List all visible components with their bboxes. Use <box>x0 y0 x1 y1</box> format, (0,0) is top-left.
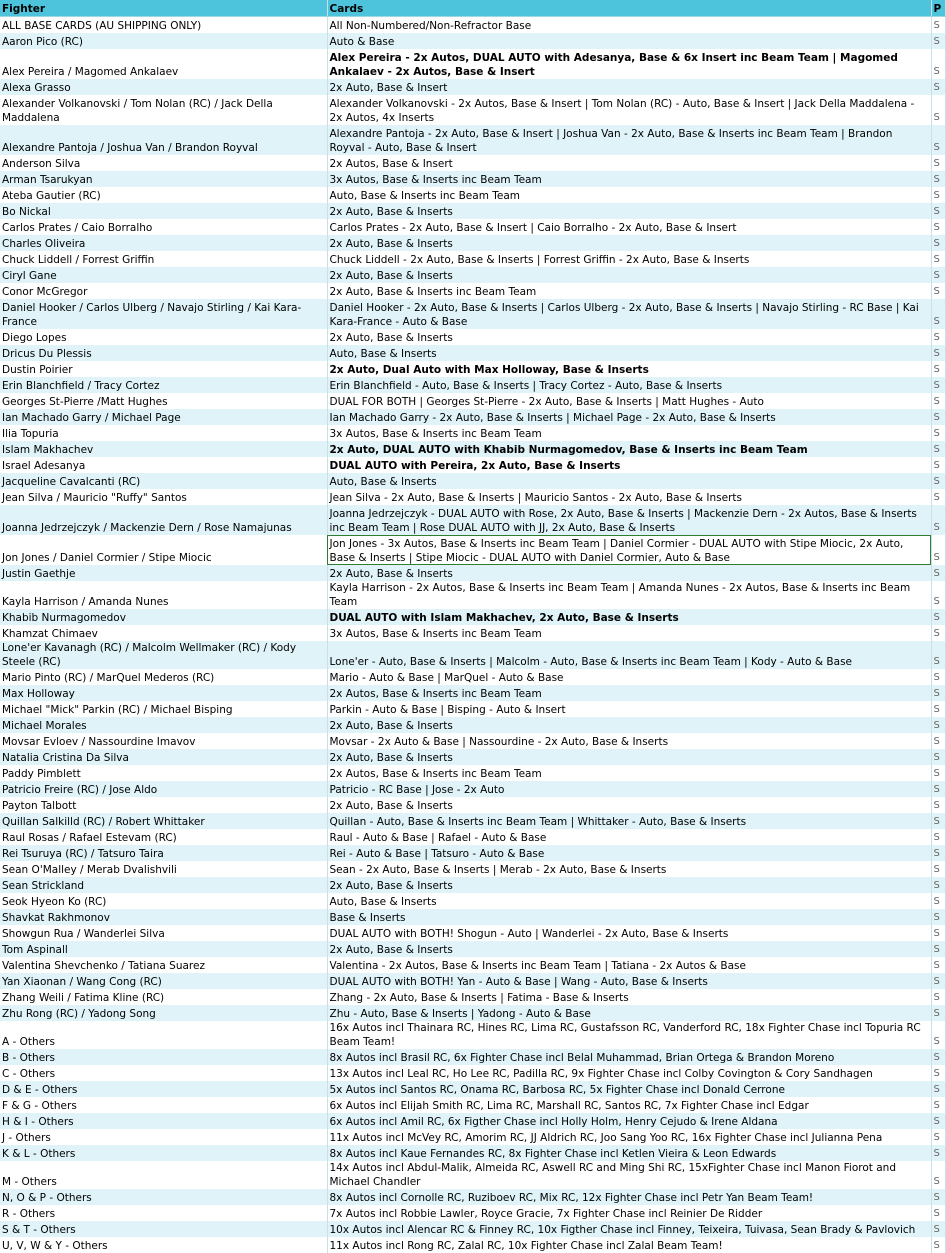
cell-cards[interactable]: Patricio - RC Base | Jose - 2x Auto <box>327 781 931 797</box>
cell-fighter[interactable]: Georges St-Pierre /Matt Hughes <box>0 393 327 409</box>
cell-extra[interactable]: S <box>931 1189 945 1205</box>
cell-cards[interactable]: DUAL AUTO with BOTH! Yan - Auto & Base | Wang - Auto, Base & Inserts <box>327 973 931 989</box>
cell-extra[interactable]: S <box>931 457 945 473</box>
table-row <box>0 1097 945 1113</box>
cell-fighter[interactable]: Ilia Topuria <box>0 425 327 441</box>
cell-cards[interactable]: 7x Autos incl Robbie Lawler, Royce Gracie, 7x Fighter Chase incl Reinier De Ridder <box>327 1205 931 1221</box>
cell-extra[interactable]: S <box>931 1021 945 1049</box>
cell-fighter[interactable]: Carlos Prates / Caio Borralho <box>0 219 327 235</box>
cell-fighter[interactable]: Movsar Evloev / Nassourdine Imavov <box>0 733 327 749</box>
cell-cards[interactable]: 2x Auto, Base & Inserts <box>327 717 931 733</box>
cell-cards[interactable]: 2x Auto, Base & Inserts <box>327 877 931 893</box>
cell-extra[interactable]: S <box>931 893 945 909</box>
cell-extra[interactable]: S <box>931 701 945 717</box>
cell-fighter[interactable]: Bo Nickal <box>0 203 327 219</box>
cell-extra[interactable]: S <box>931 79 945 95</box>
cell-fighter[interactable]: Patricio Freire (RC) / Jose Aldo <box>0 781 327 797</box>
cell-cards[interactable]: 2x Auto, Base & Inserts <box>327 329 931 345</box>
cell-fighter[interactable]: Lone'er Kavanagh (RC) / Malcolm Wellmaker (RC) / Kody Steele (RC) <box>0 641 327 669</box>
cell-fighter[interactable]: Payton Talbott <box>0 797 327 813</box>
cell-fighter[interactable]: Kayla Harrison / Amanda Nunes <box>0 581 327 609</box>
cell-fighter[interactable]: Jean Silva / Mauricio "Ruffy" Santos <box>0 489 327 505</box>
cell-cards[interactable]: 2x Auto, Base & Inserts <box>327 565 931 581</box>
cell-cards[interactable]: Base & Inserts <box>327 909 931 925</box>
cell-cards[interactable]: Joanna Jedrzejczyk - DUAL AUTO with Rose, 2x Auto, Base & Inserts | Mackenzie Dern - 2x Autos, Base & Inserts inc Beam Team | Rose DUAL AUTO with JJ, 2x Auto, Base & Inserts <box>327 505 931 535</box>
cell-cards[interactable]: 2x Auto, Base & Inserts <box>327 267 931 283</box>
cell-fighter[interactable]: N, O & P - Others <box>0 1189 327 1205</box>
table-row <box>0 393 945 409</box>
cell-extra[interactable]: S <box>931 473 945 489</box>
table-row <box>0 125 945 155</box>
table-row <box>0 1129 945 1145</box>
cell-cards[interactable]: 11x Autos incl McVey RC, Amorim RC, JJ Aldrich RC, Joo Sang Yoo RC, 16x Fighter Chase incl Julianna Pena <box>327 1129 931 1145</box>
cell-cards[interactable]: 14x Autos incl Abdul-Malik, Almeida RC, Aswell RC and Ming Shi RC, 15xFighter Chase incl Manon Fiorot and Michael Chandler <box>327 1161 931 1189</box>
cell-fighter[interactable]: C - Others <box>0 1065 327 1081</box>
cell-cards[interactable]: Movsar - 2x Auto & Base | Nassourdine - 2x Auto, Base & Inserts <box>327 733 931 749</box>
cell-cards[interactable]: Rei - Auto & Base | Tatsuro - Auto & Base <box>327 845 931 861</box>
cell-extra[interactable]: S <box>931 155 945 171</box>
cell-extra[interactable]: S <box>931 581 945 609</box>
cell-fighter[interactable]: Showgun Rua / Wanderlei Silva <box>0 925 327 941</box>
cell-cards[interactable]: 13x Autos incl Leal RC, Ho Lee RC, Padilla RC, 9x Fighter Chase incl Colby Covington & Cory Sandhagen <box>327 1065 931 1081</box>
cell-extra[interactable]: S <box>931 829 945 845</box>
cell-cards[interactable]: 2x Auto, Base & Inserts inc Beam Team <box>327 283 931 299</box>
cell-extra[interactable]: S <box>931 609 945 625</box>
cell-extra[interactable]: S <box>931 1081 945 1097</box>
cell-fighter[interactable]: Ian Machado Garry / Michael Page <box>0 409 327 425</box>
cell-extra[interactable]: S <box>931 283 945 299</box>
cell-cards[interactable]: Auto, Base & Inserts <box>327 345 931 361</box>
cell-cards[interactable]: DUAL AUTO with Islam Makhachev, 2x Auto, Base & Inserts <box>327 609 931 625</box>
cell-extra[interactable]: S <box>931 535 945 565</box>
cell-cards[interactable]: 6x Autos incl Amil RC, 6x Figther Chase incl Holly Holm, Henry Cejudo & Irene Aldana <box>327 1113 931 1129</box>
table-row <box>0 669 945 685</box>
header-row <box>0 0 945 17</box>
cell-extra[interactable]: S <box>931 973 945 989</box>
cell-extra[interactable]: S <box>931 345 945 361</box>
cell-fighter[interactable]: Michael Morales <box>0 717 327 733</box>
cell-extra[interactable]: S <box>931 861 945 877</box>
cell-cards[interactable]: Sean - 2x Auto, Base & Inserts | Merab - 2x Auto, Base & Inserts <box>327 861 931 877</box>
table-row <box>0 219 945 235</box>
cell-fighter[interactable]: Alexander Volkanovski / Tom Nolan (RC) / Jack Della Maddalena <box>0 95 327 125</box>
column-header-fighter[interactable]: Fighter <box>0 0 327 17</box>
cell-cards[interactable]: 2x Auto, Base & Inserts <box>327 797 931 813</box>
cell-cards[interactable]: Lone'er - Auto, Base & Inserts | Malcolm - Auto, Base & Inserts inc Beam Team | Kody - Auto & Base <box>327 641 931 669</box>
cell-cards[interactable]: Alex Pereira - 2x Autos, DUAL AUTO with Adesanya, Base & 6x Insert inc Beam Team | Magomed Ankalaev - 2x Autos, Base & Insert <box>327 49 931 79</box>
table-row <box>0 1005 945 1021</box>
table-row <box>0 345 945 361</box>
table-row <box>0 505 945 535</box>
cell-cards[interactable]: Zhang - 2x Auto, Base & Inserts | Fatima - Base & Inserts <box>327 989 931 1005</box>
cell-cards[interactable]: DUAL AUTO with BOTH! Shogun - Auto | Wanderlei - 2x Auto, Base & Inserts <box>327 925 931 941</box>
cell-fighter[interactable]: Yan Xiaonan / Wang Cong (RC) <box>0 973 327 989</box>
cell-cards[interactable]: Erin Blanchfield - Auto, Base & Inserts | Tracy Cortez - Auto, Base & Inserts <box>327 377 931 393</box>
cell-extra[interactable]: S <box>931 1065 945 1081</box>
table-row <box>0 283 945 299</box>
cell-fighter[interactable]: M - Others <box>0 1161 327 1189</box>
table-row <box>0 535 945 565</box>
table-row <box>0 973 945 989</box>
cell-cards[interactable]: Valentina - 2x Autos, Base & Inserts inc Beam Team | Tatiana - 2x Autos & Base <box>327 957 931 973</box>
cell-extra[interactable]: S <box>931 17 945 33</box>
cell-cards[interactable]: Daniel Hooker - 2x Auto, Base & Inserts | Carlos Ulberg - 2x Auto, Base & Inserts | Navajo Stirling - RC Base | Kai Kara-France - Auto & Base <box>327 299 931 329</box>
cell-extra[interactable]: S <box>931 441 945 457</box>
cell-cards[interactable]: 2x Auto, Base & Inserts <box>327 235 931 251</box>
cell-fighter[interactable]: Israel Adesanya <box>0 457 327 473</box>
table-row <box>0 925 945 941</box>
table-row <box>0 957 945 973</box>
cell-cards[interactable]: All Non-Numbered/Non-Refractor Base <box>327 17 931 33</box>
cell-extra[interactable]: S <box>931 989 945 1005</box>
cell-extra[interactable]: S <box>931 95 945 125</box>
cell-extra[interactable]: S <box>931 49 945 79</box>
cell-fighter[interactable]: Dustin Poirier <box>0 361 327 377</box>
table-row <box>0 251 945 267</box>
cell-cards[interactable]: Parkin - Auto & Base | Bisping - Auto & Insert <box>327 701 931 717</box>
cell-fighter[interactable]: Justin Gaethje <box>0 565 327 581</box>
cell-fighter[interactable]: Ateba Gautier (RC) <box>0 187 327 203</box>
cell-extra[interactable]: S <box>931 361 945 377</box>
table-row <box>0 1021 945 1049</box>
cell-fighter[interactable]: Michael "Mick" Parkin (RC) / Michael Bisping <box>0 701 327 717</box>
table-row <box>0 171 945 187</box>
cell-extra[interactable]: S <box>931 219 945 235</box>
cell-extra[interactable]: S <box>931 625 945 641</box>
table-row <box>0 909 945 925</box>
table-row <box>0 1081 945 1097</box>
table-row <box>0 781 945 797</box>
table-row <box>0 813 945 829</box>
cell-cards[interactable]: 10x Autos incl Alencar RC & Finney RC, 10x Figther Chase incl Finney, Teixeira, Tuivasa, Sean Brady & Pavlovich <box>327 1221 931 1237</box>
cell-cards[interactable]: 2x Auto, Base & Insert <box>327 79 931 95</box>
table-row <box>0 797 945 813</box>
cell-extra[interactable]: S <box>931 685 945 701</box>
cell-extra[interactable]: S <box>931 125 945 155</box>
cell-fighter[interactable]: Seok Hyeon Ko (RC) <box>0 893 327 909</box>
table-row <box>0 49 945 79</box>
cell-extra[interactable]: S <box>931 425 945 441</box>
cell-fighter[interactable]: Joanna Jedrzejczyk / Mackenzie Dern / Rose Namajunas <box>0 505 327 535</box>
cell-fighter[interactable]: B - Others <box>0 1049 327 1065</box>
cell-extra[interactable]: S <box>931 957 945 973</box>
cell-extra[interactable]: S <box>931 1097 945 1113</box>
table-row <box>0 377 945 393</box>
table-row <box>0 361 945 377</box>
table-row <box>0 299 945 329</box>
cell-cards[interactable]: 16x Autos incl Thainara RC, Hines RC, Lima RC, Gustafsson RC, Vanderford RC, 18x Fighter Chase incl Topuria RC Beam Team! <box>327 1021 931 1049</box>
cell-extra[interactable]: S <box>931 669 945 685</box>
cell-extra[interactable]: S <box>931 235 945 251</box>
table-row <box>0 845 945 861</box>
cell-fighter[interactable]: Islam Makhachev <box>0 441 327 457</box>
cell-cards[interactable]: Auto, Base & Inserts inc Beam Team <box>327 187 931 203</box>
cell-cards[interactable]: 8x Autos incl Kaue Fernandes RC, 8x Fighter Chase incl Ketlen Vieira & Leon Edwards <box>327 1145 931 1161</box>
table-row <box>0 1237 945 1253</box>
table-header <box>0 0 945 17</box>
cell-extra[interactable]: S <box>931 505 945 535</box>
table-row <box>0 441 945 457</box>
cell-fighter[interactable]: H & I - Others <box>0 1113 327 1129</box>
cell-fighter[interactable]: Raul Rosas / Rafael Estevam (RC) <box>0 829 327 845</box>
cell-extra[interactable]: S <box>931 1113 945 1129</box>
cell-fighter[interactable]: Alexa Grasso <box>0 79 327 95</box>
table-row <box>0 701 945 717</box>
table-row <box>0 267 945 283</box>
cell-extra[interactable]: S <box>931 409 945 425</box>
cell-cards[interactable]: 11x Autos incl Rong RC, Zalal RC, 10x Fighter Chase incl Zalal Beam Team! <box>327 1237 931 1253</box>
table-row <box>0 1065 945 1081</box>
cell-fighter[interactable]: D & E - Others <box>0 1081 327 1097</box>
cell-fighter[interactable]: Natalia Cristina Da Silva <box>0 749 327 765</box>
table-row <box>0 1113 945 1129</box>
cell-cards[interactable]: 8x Autos incl Cornolle RC, Ruziboev RC, Mix RC, 12x Fighter Chase incl Petr Yan Beam Team! <box>327 1189 931 1205</box>
cell-extra[interactable]: S <box>931 1005 945 1021</box>
cell-fighter[interactable]: Charles Oliveira <box>0 235 327 251</box>
cell-fighter[interactable]: A - Others <box>0 1021 327 1049</box>
table-row <box>0 765 945 781</box>
cell-extra[interactable]: S <box>931 925 945 941</box>
cell-fighter[interactable]: Daniel Hooker / Carlos Ulberg / Navajo Stirling / Kai Kara-France <box>0 299 327 329</box>
cell-extra[interactable]: S <box>931 909 945 925</box>
cell-fighter[interactable]: Alex Pereira / Magomed Ankalaev <box>0 49 327 79</box>
cell-fighter[interactable]: U, V, W & Y - Others <box>0 1237 327 1253</box>
table-row <box>0 473 945 489</box>
table-row <box>0 893 945 909</box>
table-body <box>0 17 945 1253</box>
cell-fighter[interactable]: Khabib Nurmagomedov <box>0 609 327 625</box>
cell-fighter[interactable]: R - Others <box>0 1205 327 1221</box>
cell-fighter[interactable]: Paddy Pimblett <box>0 765 327 781</box>
table-row <box>0 79 945 95</box>
cell-extra[interactable]: S <box>931 1145 945 1161</box>
cell-cards[interactable]: 8x Autos incl Brasil RC, 6x Fighter Chase incl Belal Muhammad, Brian Ortega & Brandon Moreno <box>327 1049 931 1065</box>
cell-fighter[interactable]: Shavkat Rakhmonov <box>0 909 327 925</box>
cell-cards[interactable]: Kayla Harrison - 2x Autos, Base & Inserts inc Beam Team | Amanda Nunes - 2x Autos, Base & Inserts inc Beam Team <box>327 581 931 609</box>
cell-fighter[interactable]: Zhang Weili / Fatima Kline (RC) <box>0 989 327 1005</box>
cell-extra[interactable]: S <box>931 267 945 283</box>
cell-fighter[interactable]: Anderson Silva <box>0 155 327 171</box>
table-row <box>0 1189 945 1205</box>
table-row <box>0 641 945 669</box>
table-row <box>0 1221 945 1237</box>
table-row <box>0 155 945 171</box>
cell-extra[interactable]: S <box>931 1205 945 1221</box>
cell-extra[interactable]: S <box>931 251 945 267</box>
table-row <box>0 489 945 505</box>
table-row <box>0 861 945 877</box>
cell-extra[interactable]: S <box>931 877 945 893</box>
cell-fighter[interactable]: Zhu Rong (RC) / Yadong Song <box>0 1005 327 1021</box>
cell-fighter[interactable]: Erin Blanchfield / Tracy Cortez <box>0 377 327 393</box>
cell-fighter[interactable]: S & T - Others <box>0 1221 327 1237</box>
cell-fighter[interactable]: Jacqueline Cavalcanti (RC) <box>0 473 327 489</box>
cell-fighter[interactable]: Quillan Salkilld (RC) / Robert Whittaker <box>0 813 327 829</box>
table-row <box>0 457 945 473</box>
table-row <box>0 829 945 845</box>
cell-cards[interactable]: 2x Autos, Base & Inserts inc Beam Team <box>327 685 931 701</box>
column-header-extra[interactable]: P <box>931 0 945 17</box>
cell-cards[interactable]: DUAL AUTO with Pereira, 2x Auto, Base & Inserts <box>327 457 931 473</box>
cell-cards[interactable]: 3x Autos, Base & Inserts inc Beam Team <box>327 171 931 187</box>
cell-cards[interactable]: Jon Jones - 3x Autos, Base & Inserts inc Beam Team | Daniel Cormier - DUAL AUTO with Stipe Miocic, 2x Auto, Base & Inserts | Stipe Miocic - DUAL AUTO with Daniel Cormier, Auto & Base <box>327 535 931 565</box>
cell-extra[interactable]: S <box>931 845 945 861</box>
table-row <box>0 329 945 345</box>
cell-extra[interactable]: S <box>931 33 945 49</box>
column-header-cards[interactable]: Cards <box>327 0 931 17</box>
cell-fighter[interactable]: Ciryl Gane <box>0 267 327 283</box>
table-row <box>0 609 945 625</box>
cell-cards[interactable]: Alexandre Pantoja - 2x Auto, Base & Insert | Joshua Van - 2x Auto, Base & Inserts inc Beam Team | Brandon Royval - Auto, Base & Insert <box>327 125 931 155</box>
cell-fighter[interactable]: Tom Aspinall <box>0 941 327 957</box>
table-row <box>0 187 945 203</box>
cell-extra[interactable]: S <box>931 565 945 581</box>
table-row <box>0 733 945 749</box>
cell-cards[interactable]: Carlos Prates - 2x Auto, Base & Insert | Caio Borralho - 2x Auto, Base & Insert <box>327 219 931 235</box>
cell-cards[interactable]: Auto & Base <box>327 33 931 49</box>
cell-cards[interactable]: 5x Autos incl Santos RC, Onama RC, Barbosa RC, 5x Fighter Chase incl Donald Cerrone <box>327 1081 931 1097</box>
cell-cards[interactable]: 2x Auto, DUAL AUTO with Khabib Nurmagomedov, Base & Inserts inc Beam Team <box>327 441 931 457</box>
cell-fighter[interactable]: Diego Lopes <box>0 329 327 345</box>
cell-fighter[interactable]: Khamzat Chimaev <box>0 625 327 641</box>
cell-cards[interactable]: Raul - Auto & Base | Rafael - Auto & Base <box>327 829 931 845</box>
cell-cards[interactable]: DUAL FOR BOTH | Georges St-Pierre - 2x Auto, Base & Inserts | Matt Hughes - Auto <box>327 393 931 409</box>
table-row <box>0 877 945 893</box>
table-row <box>0 625 945 641</box>
cell-cards[interactable]: Auto, Base & Inserts <box>327 473 931 489</box>
cell-extra[interactable]: S <box>931 1129 945 1145</box>
cell-fighter[interactable]: Arman Tsarukyan <box>0 171 327 187</box>
cell-fighter[interactable]: Chuck Liddell / Forrest Griffin <box>0 251 327 267</box>
cell-fighter[interactable]: Conor McGregor <box>0 283 327 299</box>
cell-extra[interactable]: S <box>931 813 945 829</box>
cell-fighter[interactable]: Max Holloway <box>0 685 327 701</box>
table-row <box>0 717 945 733</box>
cell-cards[interactable]: Jean Silva - 2x Auto, Base & Inserts | Mauricio Santos - 2x Auto, Base & Inserts <box>327 489 931 505</box>
cell-extra[interactable]: S <box>931 171 945 187</box>
cell-extra[interactable]: S <box>931 393 945 409</box>
cell-extra[interactable]: S <box>931 329 945 345</box>
table-row <box>0 1049 945 1065</box>
table-row <box>0 941 945 957</box>
cell-fighter[interactable]: Sean O'Malley / Merab Dvalishvili <box>0 861 327 877</box>
cell-fighter[interactable]: F & G - Others <box>0 1097 327 1113</box>
cell-cards[interactable]: 2x Auto, Dual Auto with Max Holloway, Base & Inserts <box>327 361 931 377</box>
cell-cards[interactable]: 2x Autos, Base & Inserts inc Beam Team <box>327 765 931 781</box>
cell-cards[interactable]: Mario - Auto & Base | MarQuel - Auto & Base <box>327 669 931 685</box>
cell-fighter[interactable]: Jon Jones / Daniel Cormier / Stipe Miocic <box>0 535 327 565</box>
cell-extra[interactable]: S <box>931 1237 945 1253</box>
cell-extra[interactable]: S <box>931 797 945 813</box>
cell-fighter[interactable]: Sean Strickland <box>0 877 327 893</box>
table-row <box>0 1161 945 1189</box>
cell-cards[interactable]: Quillan - Auto, Base & Inserts inc Beam Team | Whittaker - Auto, Base & Inserts <box>327 813 931 829</box>
table-row <box>0 33 945 49</box>
cell-fighter[interactable]: Aaron Pico (RC) <box>0 33 327 49</box>
cell-fighter[interactable]: K & L - Others <box>0 1145 327 1161</box>
cell-cards[interactable]: 2x Autos, Base & Insert <box>327 155 931 171</box>
cell-cards[interactable]: Chuck Liddell - 2x Auto, Base & Inserts | Forrest Griffin - 2x Auto, Base & Inserts <box>327 251 931 267</box>
cell-cards[interactable]: Auto, Base & Inserts <box>327 893 931 909</box>
cell-extra[interactable]: S <box>931 1161 945 1189</box>
cell-cards[interactable]: Zhu - Auto, Base & Inserts | Yadong - Auto & Base <box>327 1005 931 1021</box>
cell-fighter[interactable]: J - Others <box>0 1129 327 1145</box>
table-row <box>0 425 945 441</box>
table-row <box>0 581 945 609</box>
cell-extra[interactable]: S <box>931 377 945 393</box>
table-row <box>0 409 945 425</box>
cell-cards[interactable]: 2x Auto, Base & Inserts <box>327 203 931 219</box>
cell-extra[interactable]: S <box>931 765 945 781</box>
cell-extra[interactable]: S <box>931 1049 945 1065</box>
cell-cards[interactable]: 3x Autos, Base & Inserts inc Beam Team <box>327 425 931 441</box>
cell-fighter[interactable]: Mario Pinto (RC) / MarQuel Mederos (RC) <box>0 669 327 685</box>
cell-extra[interactable]: S <box>931 1221 945 1237</box>
cell-extra[interactable]: S <box>931 749 945 765</box>
cell-cards[interactable]: 2x Auto, Base & Inserts <box>327 749 931 765</box>
cell-fighter[interactable]: Rei Tsuruya (RC) / Tatsuro Taira <box>0 845 327 861</box>
cell-extra[interactable]: S <box>931 781 945 797</box>
table-row <box>0 235 945 251</box>
cell-extra[interactable]: S <box>931 203 945 219</box>
table-row <box>0 1205 945 1221</box>
table-row <box>0 989 945 1005</box>
cell-cards[interactable]: 6x Autos incl Elijah Smith RC, Lima RC, Marshall RC, Santos RC, 7x Fighter Chase incl Edgar <box>327 1097 931 1113</box>
cell-extra[interactable]: S <box>931 489 945 505</box>
table-row <box>0 203 945 219</box>
cell-fighter[interactable]: Valentina Shevchenko / Tatiana Suarez <box>0 957 327 973</box>
cell-extra[interactable]: S <box>931 299 945 329</box>
table-row <box>0 17 945 33</box>
cell-extra[interactable]: S <box>931 641 945 669</box>
cell-extra[interactable]: S <box>931 733 945 749</box>
table-row <box>0 685 945 701</box>
cell-fighter[interactable]: Dricus Du Plessis <box>0 345 327 361</box>
table-row <box>0 95 945 125</box>
table-row <box>0 1145 945 1161</box>
cell-cards[interactable]: Ian Machado Garry - 2x Auto, Base & Inserts | Michael Page - 2x Auto, Base & Inserts <box>327 409 931 425</box>
cell-cards[interactable]: 3x Autos, Base & Inserts inc Beam Team <box>327 625 931 641</box>
cell-fighter[interactable]: ALL BASE CARDS (AU SHIPPING ONLY) <box>0 17 327 33</box>
cell-extra[interactable]: S <box>931 717 945 733</box>
cell-cards[interactable]: 2x Auto, Base & Inserts <box>327 941 931 957</box>
cell-extra[interactable]: S <box>931 941 945 957</box>
table-row <box>0 565 945 581</box>
cell-extra[interactable]: S <box>931 187 945 203</box>
table-row <box>0 749 945 765</box>
cell-fighter[interactable]: Alexandre Pantoja / Joshua Van / Brandon Royval <box>0 125 327 155</box>
cell-cards[interactable]: Alexander Volkanovski - 2x Autos, Base & Insert | Tom Nolan (RC) - Auto, Base & Insert | Jack Della Maddalena - 2x Autos, 4x Inserts <box>327 95 931 125</box>
